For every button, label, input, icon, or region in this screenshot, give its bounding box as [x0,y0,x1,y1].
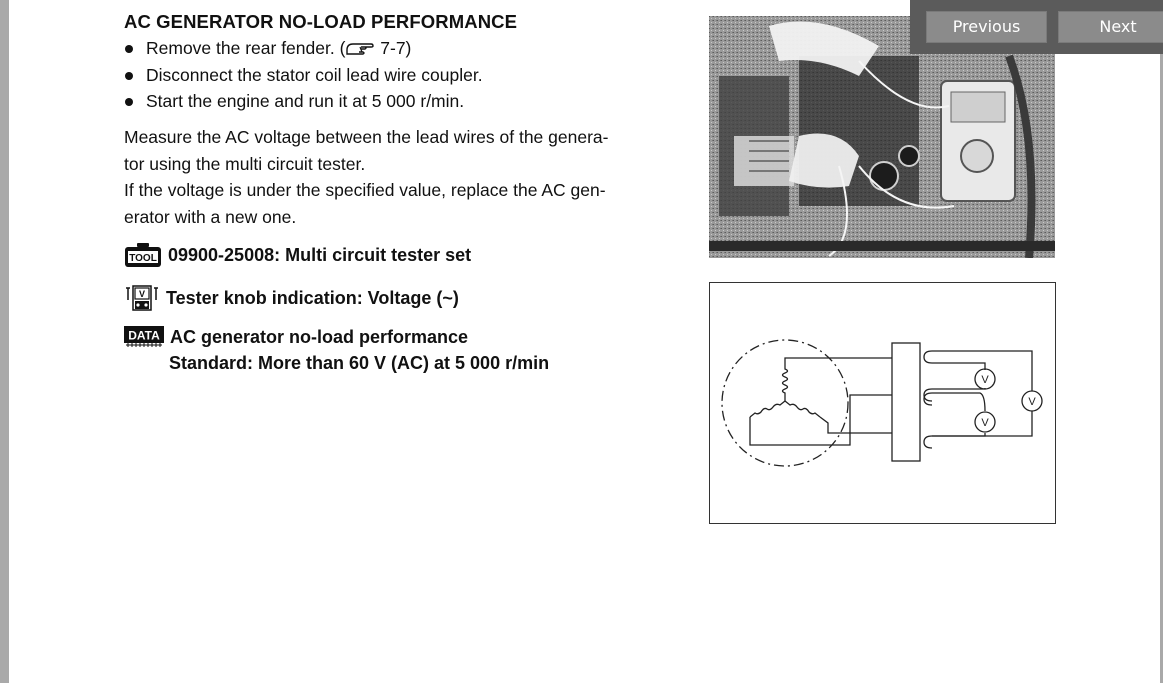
tool-icon-text: TOOL [129,253,157,264]
bullet-text: Start the engine and run it at 5 000 r/min. [146,91,465,111]
previous-button[interactable]: Previous [926,11,1047,43]
tool-spec [124,242,471,268]
paragraph-line: Measure the AC voltage between the lead wires of the genera- [124,127,609,147]
pointing-hand-icon [345,40,375,56]
data-icon [124,326,164,348]
bullet-text: Disconnect the stator coil lead wire coupler. [146,64,483,85]
voltmeter-label: V [981,417,989,429]
wiring-diagram [709,282,1056,524]
paragraph-line: tor using the multi circuit tester. [124,153,366,174]
tester-knob-icon [124,284,160,312]
paragraph-line: erator with a new one. [124,206,297,227]
voltmeter-label: V [981,374,989,386]
bullet-text: Remove the rear fender. ( [146,38,346,58]
instructions-paragraph [124,124,684,230]
tool-icon [124,242,162,268]
knob-icon-text: V [138,289,146,299]
next-button[interactable]: Next [1058,11,1163,43]
standard-value: Standard: More than 60 V (AC) at 5 000 r/min [169,353,550,373]
data-spec [124,326,468,348]
manual-page [9,0,1160,683]
voltmeter-label: V [1028,396,1036,408]
procedure-list [124,37,483,117]
bullet-ref: 7-7) [375,38,412,58]
paragraph-line: If the voltage is under the specified value, replace the AC gen- [124,180,606,200]
list-item [124,90,483,117]
generator-circuit [710,283,1055,523]
page-navigation [910,0,1163,54]
data-label: AC generator no-load performance [170,326,469,347]
knob-label: Tester knob indication: Voltage (~) [166,287,459,308]
data-icon-text: DATA [128,328,160,343]
left-border [0,0,9,683]
section-heading: AC GENERATOR NO-LOAD PERFORMANCE [124,11,518,32]
list-item [124,64,483,91]
tool-label: 09900-25008: Multi circuit tester set [168,244,472,265]
knob-spec [124,284,459,312]
list-item [124,37,483,64]
